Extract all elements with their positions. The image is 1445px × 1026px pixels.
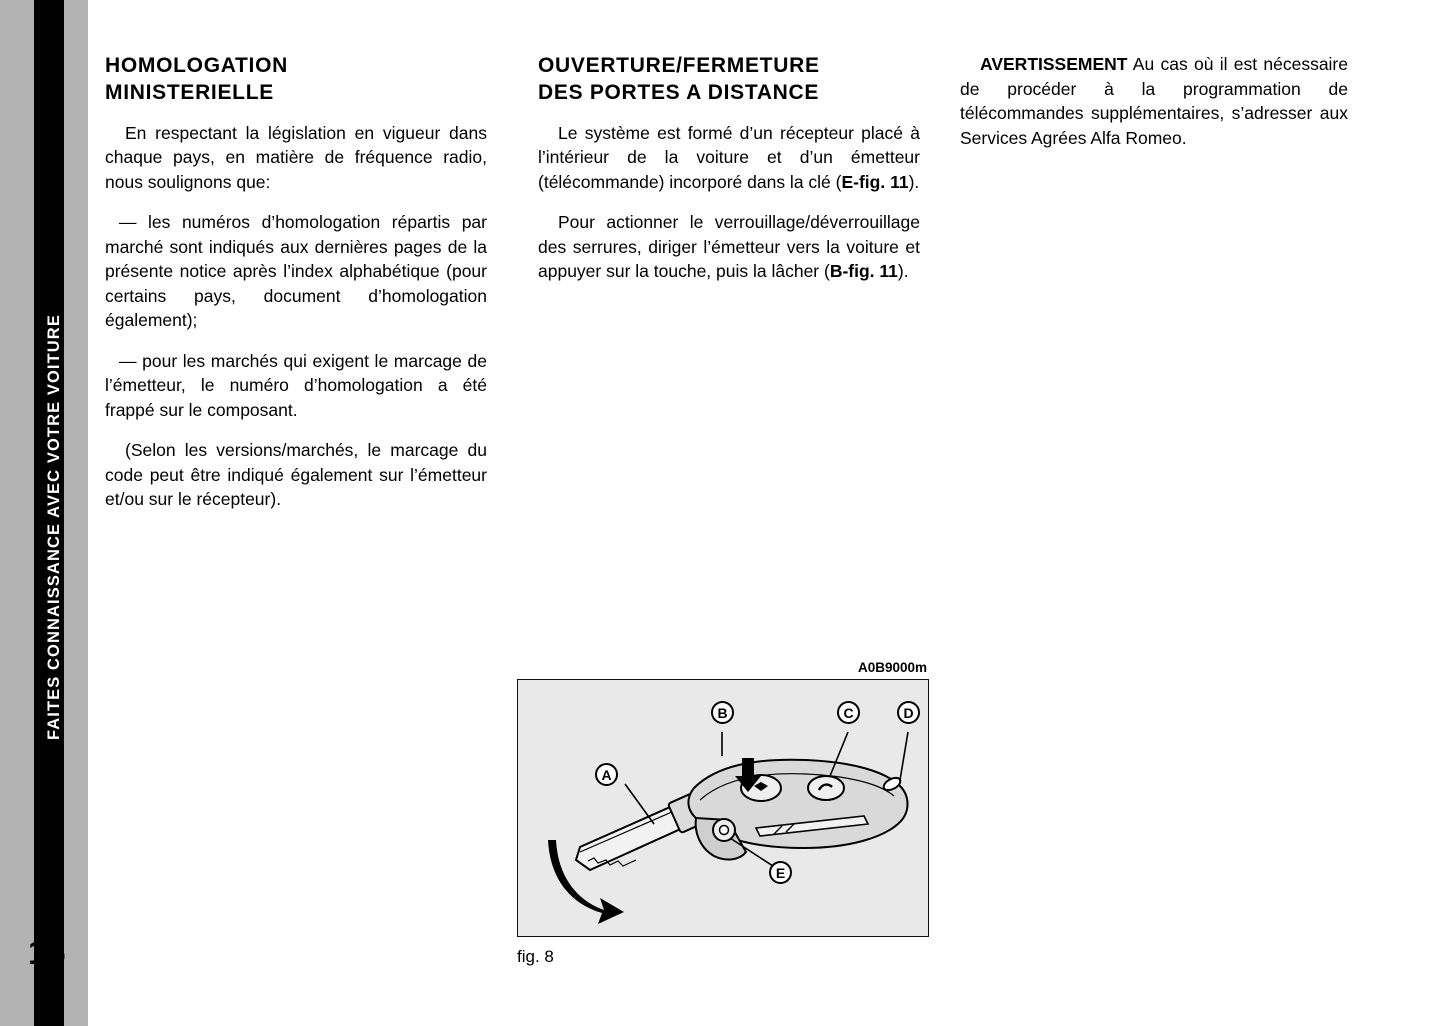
column-two (538, 52, 920, 300)
paragraph-numeros-homologation: — les numéros d’homologation répartis par marché sont indiqués aux dernières pages de la présente notice après l’index alphabétique (pour certains pays, document d’homologation également); (105, 212, 487, 331)
paragraph-systeme-recepteur (538, 121, 920, 195)
ref-e-fig-11: E-fig. 11 (841, 171, 909, 192)
figure-8 (517, 660, 929, 967)
warning-text: Au cas où il est nécessaire de procéder à la programmation de télécommandes supplémentaires, s’adresser aux Services Agrées Alfa Romeo. (960, 54, 1348, 148)
paragraph-text-part-1: Pour actionner le verrouillage/déverrouillage des serrures, diriger l’émetteur vers la voiture et appuyer sur la touche, puis la lâcher ( (538, 212, 920, 282)
figure-code: A0B9000m (857, 660, 927, 675)
figure-image-key-remote (517, 679, 929, 937)
paragraph-verrouillage (538, 210, 920, 284)
heading-line-1: HOMOLOGATION (105, 54, 288, 77)
paragraph-text-part-1: Le système est formé d’un récepteur placé à l’intérieur de la voiture et d’un émetteur (télécommande) incorporé dans la clé ( (538, 122, 920, 192)
callout-a: A (595, 763, 618, 786)
paragraph-avertissement (960, 52, 1348, 150)
sidebar-chapter-tab (0, 0, 88, 1026)
callout-d: D (897, 701, 920, 724)
key-body-group (688, 760, 907, 860)
ref-b-fig-11: B-fig. 11 (829, 261, 898, 282)
paragraph-text-part-3: ). (908, 171, 920, 192)
column-three (960, 52, 1348, 166)
callout-c: C (837, 701, 860, 724)
page-number: 16 (28, 934, 66, 972)
section-heading-ouverture-fermeture (538, 52, 920, 107)
paragraph-marcage-emetteur: — pour les marchés qui exigent le marcage de l’émetteur, le numéro d’homologation a été frappé sur le composant. (105, 350, 487, 420)
paragraph-text-part-3: ). (897, 261, 909, 282)
callout-e: E (769, 861, 792, 884)
paragraph-selon-versions: (Selon les versions/marchés, le marcage du code peut être indiqué également sur l’émetteur et/ou sur le récepteur). (105, 440, 487, 510)
warning-label: AVERTISSEMENT (980, 54, 1128, 74)
heading-line-1: OUVERTURE/FERMETURE (538, 54, 820, 77)
paragraph-legislation: En respectant la législation en vigueur dans chaque pays, en matière de fréquence radio, nous soulignons que: (105, 122, 487, 192)
heading-line-2: MINISTERIELLE (105, 81, 274, 105)
column-one (105, 52, 487, 528)
sidebar-chapter-label: FAITES CONNAISSANCE AVEC VOTRE VOITURE (45, 314, 63, 740)
section-heading-homologation (105, 52, 487, 107)
callout-b: B (711, 701, 734, 724)
heading-line-2: DES PORTES A DISTANCE (538, 81, 820, 105)
figure-caption: fig. 8 (517, 947, 554, 966)
